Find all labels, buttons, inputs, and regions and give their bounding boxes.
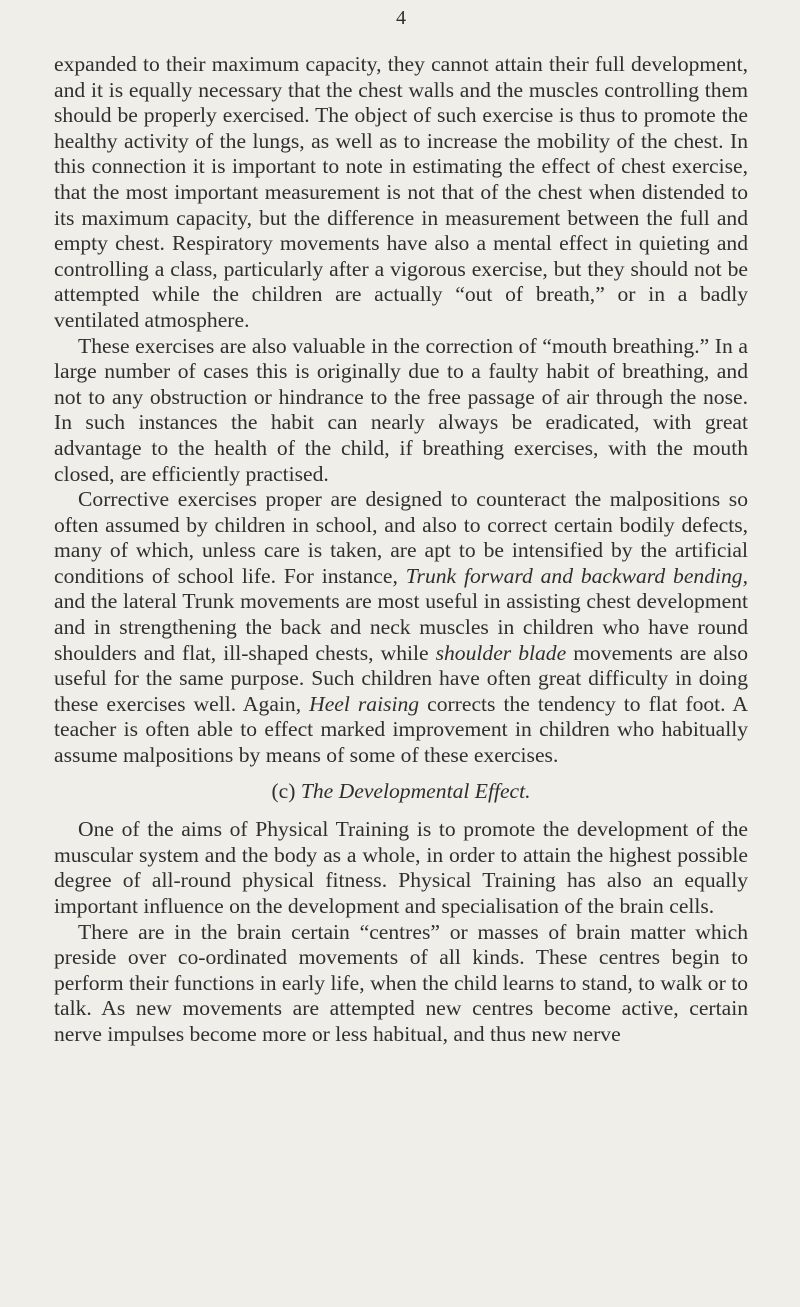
paragraph bbox=[54, 487, 748, 769]
italic-text: shoulder blade bbox=[435, 640, 567, 665]
text-run: corrects the tendency to flat foot. A teacher is often able to effect marked improvement in children who habitually assume malpositions by means of some of these exercises. bbox=[54, 691, 748, 768]
section-heading-title: The Developmental Effect. bbox=[300, 778, 531, 803]
text-run: and the lateral Trunk movements are most useful in assisting chest development and in strengthening the back and neck muscles in children who have round shoulders and flat, ill-shaped chests, while bbox=[54, 589, 748, 665]
text-run: movements are also useful for the same purpose. Such children have often great difficulty in doing these exercises well. Again, bbox=[54, 640, 748, 716]
page-number: 4 bbox=[396, 7, 406, 29]
italic-text: Trunk forward and backward bending, bbox=[405, 563, 749, 588]
text-run: One of the aims of Physical Training is to promote the development of the muscular system and the body as a whole, in order to attain the highest possible degree of all-round physical fitness. Physical Training has also an equally important influence on the development and specialisation of the brain cells. bbox=[54, 817, 748, 918]
paragraph bbox=[54, 334, 748, 488]
section-heading-label: (c) bbox=[271, 778, 296, 803]
paragraph bbox=[54, 920, 748, 1048]
text-run: There are in the brain certain “centres” or masses of brain matter which preside over co-ordinated movements of all kinds. These centres begin to perform their functions in early life, when the child learns to stand, to walk or to talk. As new movements are attempted new centres become active, certain nerve impulses become more or less habitual, and thus new nerve bbox=[54, 919, 748, 1046]
paragraph bbox=[54, 52, 748, 334]
text-run: Corrective exercises proper are designed to counteract the malpositions so often assumed by children in school, and also to correct certain bodily defects, many of which, unless care is taken, are apt to be intensified by the artificial conditions of school life. For instance, bbox=[54, 487, 748, 588]
section-heading bbox=[54, 779, 748, 805]
text-run: expanded to their maximum capacity, they cannot attain their full development, and it is equally necessary that the chest walls and the muscles controlling them should be properly exercised. The object of such exercise is thus to promote the healthy activity of the lungs, as well as to increase the mobility of the chest. In this connection it is important to note in estimating the effect of chest exercise, that the most important measurement is not that of the chest when distended to its maximum capacity, but the difference in measurement between the full and empty chest. Respiratory movements have also a mental effect in quieting and controlling a class, particularly after a vigorous exercise, but they should not be attempted while the children are actually “out of breath,” or in a badly ventilated atmosphere. bbox=[54, 52, 748, 332]
paragraph bbox=[54, 817, 748, 919]
italic-text: Heel raising bbox=[309, 691, 420, 716]
text-run: These exercises are also valuable in the correction of “mouth breathing.” In a large number of cases this is originally due to a faulty habit of breathing, and not to any obstruction or hindrance to the free passage of air through the nose. In such instances the habit can nearly always be eradicated, with great advantage to the health of the child, if breathing exercises, with the mouth closed, are efficiently practised. bbox=[54, 333, 748, 486]
body-text bbox=[54, 52, 748, 1048]
